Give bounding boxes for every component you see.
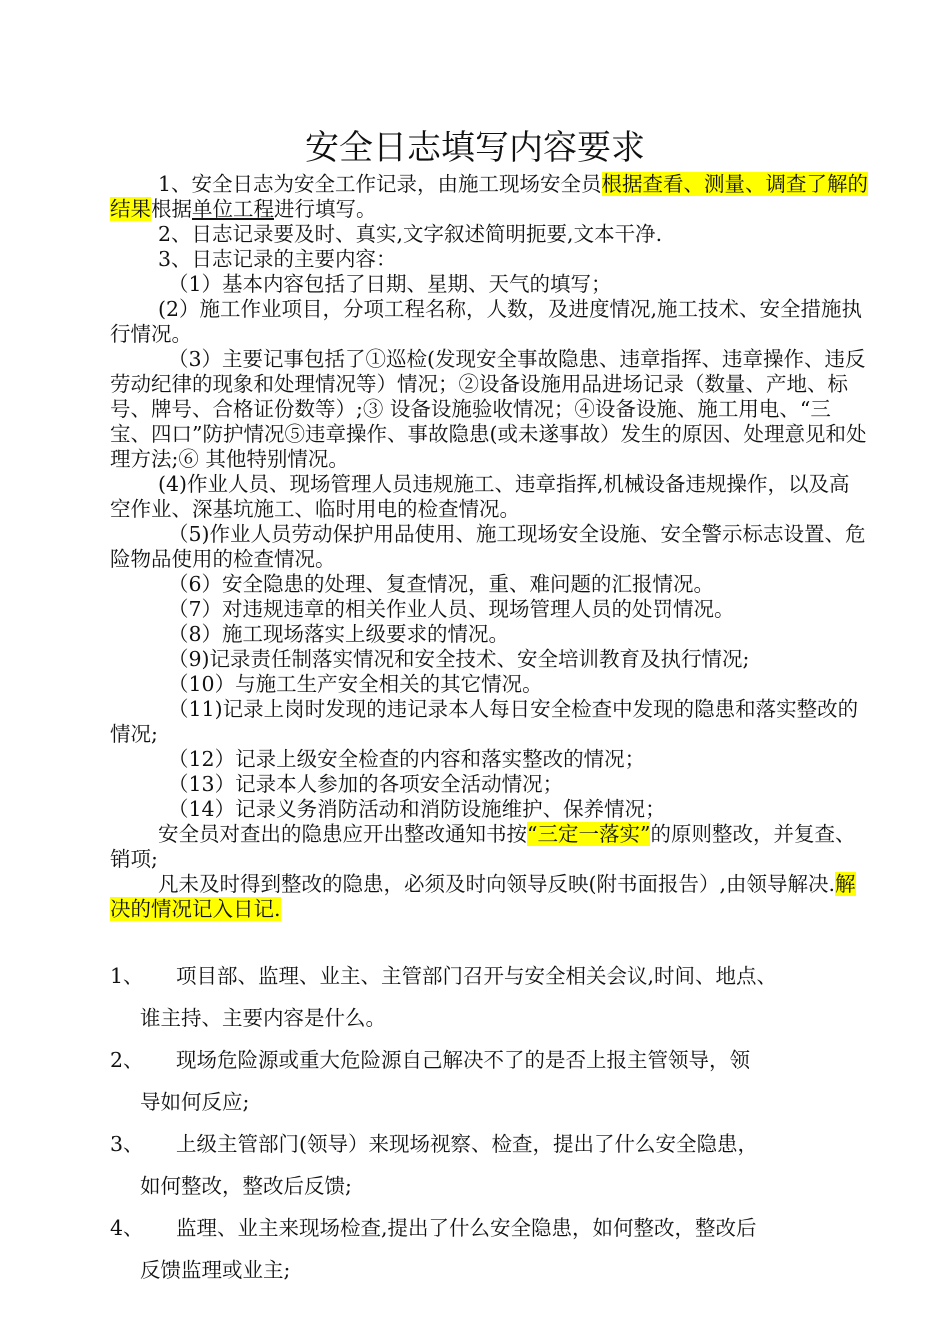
list-item [110,1039,880,1123]
paragraph-12: （9)记录责任制落实情况和安全技术、安全培训教育及执行情况; [168,647,750,671]
paragraph-6: （3）主要记事包括了①巡检(发现安全事故隐患、违章指挥、违章操作、违反劳动纪律的现象和处理情况等）情况；②设备设施用品进场记录（数量、产地、标号、牌号、合格证份数等）;③ 设备设施验收情况；④设备设施、施工用电、“三宝、四口”防护情况⑤违章操作、事故隐患(或未遂事故）发生的原因、处理意见和处理方法;⑥ 其他特别情况。 [110,347,867,471]
document-body [110,172,870,922]
list-item [110,1123,880,1207]
paragraph-18 [110,822,870,872]
paragraph-10: （7）对违规违章的相关作业人员、现场管理人员的处罚情况。 [168,597,735,621]
highlighted-text: “三定一落实” [527,822,651,846]
paragraph-4: （1）基本内容包括了日期、星期、天气的填写； [168,272,612,296]
paragraph-8: （5)作业人员劳动保护用品使用、施工现场安全设施、安全警示标志设置、危险物品使用的检查情况。 [110,522,866,571]
paragraph-7: (4)作业人员、现场管理人员违规施工、违章指挥,机械设备违规操作，以及高空作业、深基坑施工、临时用电的检查情况。 [110,472,850,521]
numbered-list [110,955,880,1291]
list-item [110,955,880,1039]
highlighted-text: 调查了解的结果 [110,172,869,221]
text-segment: 的原则整改，并复查、销项; [110,822,856,871]
highlighted-text: 解决的情况记入日记. [110,872,856,921]
paragraph-14: （11)记录上岗时发现的违记录本人每日安全检查中发现的隐患和落实整改的情况; [110,697,859,746]
list-number: 3、 [110,1132,144,1156]
text-segment: 进行填写。 [274,197,377,221]
underlined-text: 单位工程 [192,197,274,221]
paragraph-13: （10）与施工生产安全相关的其它情况。 [168,672,543,696]
list-text-first: 上级主管部门(领导）来现场视察、检查，提出了什么安全隐患， [176,1132,758,1156]
highlighted-text: 根据查看、测量、 [601,172,766,196]
paragraph-15: （12）记录上级安全检查的内容和落实整改的情况； [168,747,646,771]
paragraph-1 [110,172,870,222]
paragraph-9: （6）安全隐患的处理、复查情况，重、难问题的汇报情况。 [168,572,715,596]
paragraph-2: 2、日志记录要及时、真实,文字叙述简明扼要,文本干净. [158,222,663,246]
list-number: 1、 [110,964,144,988]
list-text-continuation: 如何整改，整改后反馈; [140,1174,352,1198]
text-segment: 安全员对查出的隐患应开出整改通知书按 [158,822,527,846]
list-item [110,1207,880,1291]
paragraph-16: （13）记录本人参加的各项安全活动情况； [168,772,564,796]
list-text-continuation: 导如何反应; [140,1090,250,1114]
list-text-continuation: 反馈监理或业主; [140,1258,291,1282]
text-segment: 根据 [151,197,192,221]
text-segment: 1、安全日志为安全工作记录，由施工现场安全员 [158,172,602,196]
list-text-first: 监理、业主来现场检查,提出了什么安全隐患，如何整改，整改后 [176,1216,757,1240]
text-segment: 凡未及时得到整改的隐患，必须及时向领导反映(附书面报告）,由领导解决. [158,872,836,896]
paragraph-5: (2）施工作业项目，分项工程名称，人数，及进度情况,施工技术、安全措施执行情况。 [110,297,863,346]
paragraph-19 [110,872,870,922]
paragraph-3: 3、日志记录的主要内容： [158,247,397,271]
paragraph-17: （14）记录义务消防活动和消防设施维护、保养情况； [168,797,666,821]
document-title: 安全日志填写内容要求 [305,128,645,168]
paragraph-11: （8）施工现场落实上级要求的情况。 [168,622,510,646]
list-number: 4、 [110,1216,144,1240]
list-number: 2、 [110,1048,144,1072]
list-text-continuation: 谁主持、主要内容是什么。 [140,1006,386,1030]
list-text-first: 现场危险源或重大危险源自己解决不了的是否上报主管领导，领 [176,1048,750,1072]
list-text-first: 项目部、监理、业主、主管部门召开与安全相关会议,时间、地点、 [176,964,778,988]
